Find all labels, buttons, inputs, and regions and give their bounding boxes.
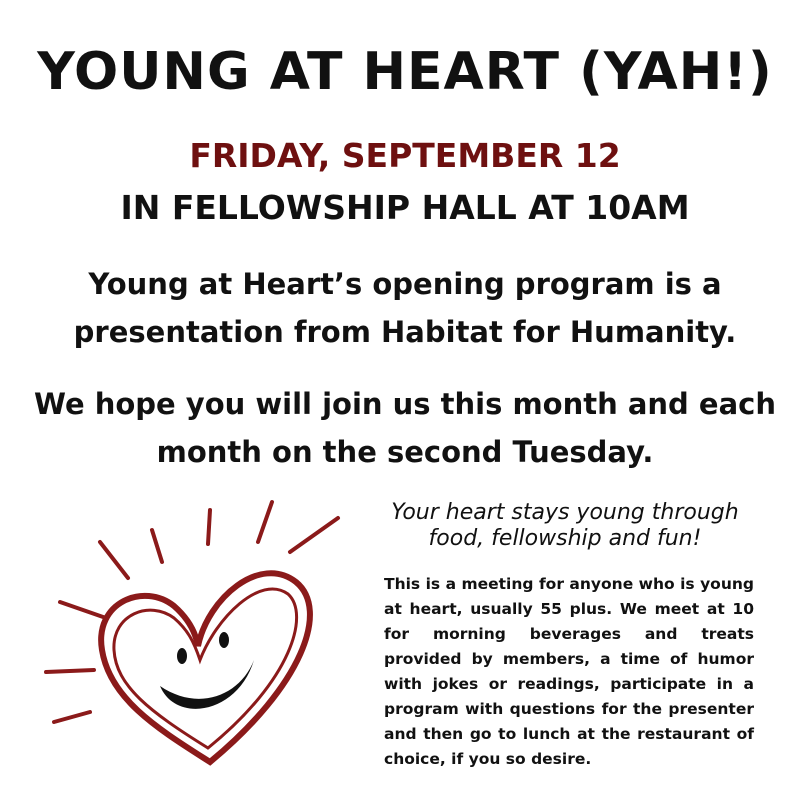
tagline: Your heart stays young through food, fellowship and fun! — [391, 500, 739, 551]
meeting-description: This is a meeting for anyone who is young at heart, usually 55 plus. We meet at 10 for morning beverages and treats provided by members, a time of humor with jokes or readings, participate in a program with questions for the presenter and then go to lunch at the restaurant of choice, if you so desire. — [384, 575, 754, 768]
event-location: IN FELLOWSHIP HALL AT 10AM — [120, 188, 690, 227]
event-date: FRIDAY, SEPTEMBER 12 — [189, 136, 621, 175]
intro-paragraph-program: Young at Heart’s opening program is a presentation from Habitat for Humanity. — [73, 267, 737, 349]
page-title: YOUNG AT HEART (YAH!) — [37, 42, 773, 102]
smiling-heart-icon — [40, 490, 360, 780]
intro-paragraph-invite: We hope you will join us this month and each month on the second Tuesday. — [34, 387, 776, 469]
